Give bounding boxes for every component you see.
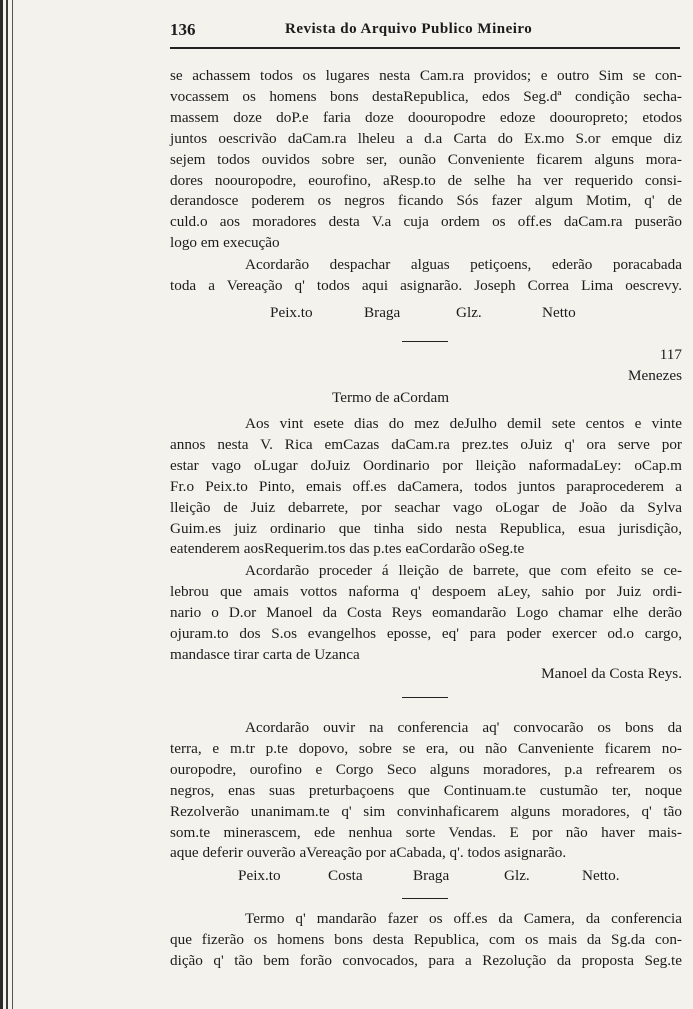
paragraph-2: [170, 255, 682, 297]
folio-name: Menezes: [628, 367, 682, 384]
text-line: negros, enas suas preturbaçoens que Continuam.te custumão ter, noque: [170, 781, 682, 799]
section-divider: [402, 341, 448, 342]
text-line: Acordarão ouvir na conferencia aq' convocarão os bons da: [245, 719, 682, 736]
section-divider: [402, 697, 448, 698]
signature-name: Glz.: [456, 304, 482, 321]
text-line: Aos vint esete dias do mez deJulho demil sete centos e vinte: [245, 415, 682, 432]
signature-name: Costa: [328, 867, 363, 884]
text-line: toda a Vereação q' todos aqui asignarão. Joseph Correa Lima oescrevy.: [170, 276, 682, 294]
paragraph-4: [170, 561, 682, 666]
text-line: sejem todos ouvidos sobre ser, ounão Conveniente ficarem alguns mora-: [170, 150, 682, 168]
text-line: estar vago oLugar doJuiz Oordinario por lleição naformadaLey: oCap.m: [170, 456, 682, 474]
signature-name: Braga: [364, 304, 401, 321]
text-line: Guim.es juiz ordinario que tinha sido nesta Republica, esua jurisdição,: [170, 519, 682, 537]
page-number: 136: [170, 20, 196, 39]
paragraph-6: [170, 909, 682, 972]
text-line: aque deferir ouverão aVereação por aCabada, q'. todos asignarão.: [170, 844, 567, 862]
text-line: Rezolverão unanimam.te q' sim convinhaficarem alguns moradores, q' tão: [170, 802, 682, 820]
text-line: se achassem todos os lugares nesta Cam.ra providos; e outro Sim se con-: [170, 67, 682, 84]
paragraph-3: [170, 414, 682, 560]
signatures-2: [170, 867, 682, 887]
text-line: eatenderem aosRequerim.tos das p.tes eaCordarão oSeg.te: [170, 540, 525, 558]
signature-name: Netto: [542, 304, 576, 321]
text-line: nario o D.or Manoel da Costa Reys eomandarão Logo chamar elhe derão: [170, 603, 682, 621]
text-line: Termo q' mandarão fazer os off.es da Camera, da conferencia: [245, 910, 682, 927]
signature-name: Glz.: [504, 867, 530, 884]
text-line: lebrou que amais vottos naforma q' despoem aLey, sahio por Juiz ordi-: [170, 582, 682, 600]
paragraph-5: [170, 718, 682, 864]
text-line: culd.o aos moradores desta V.a cuja ordem os off.es daCam.ra puserão: [170, 213, 682, 231]
text-line: mandasce tirar carta de Uzanca: [170, 645, 360, 663]
text-line: Fr.o Peix.to Pinto, emais off.es daCamera, todos juntos paraprocederem a: [170, 477, 682, 495]
text-line: derandosce poderem os negros ficando Sós fazer algum Motim, q' de: [170, 192, 682, 210]
running-header: [170, 20, 680, 44]
text-line: que fizerão os homens bons desta Republica, com os mais da Sg.da con-: [170, 930, 682, 948]
text-line: logo em execução: [170, 234, 280, 252]
signatures-1: [170, 304, 682, 324]
folio-number: 117: [659, 346, 682, 363]
section-divider: [402, 898, 448, 899]
journal-title: Revista do Arquivo Publico Mineiro: [285, 21, 533, 37]
header-rule: [170, 47, 680, 49]
page-binding-edge: [0, 0, 22, 1009]
text-line: Acordarão despachar alguas petiçoens, ederão poracabada: [245, 256, 682, 273]
text-line: juntos oescrivão daCam.ra lheleu a d.a Carta do Ex.mo S.or emque diz: [170, 129, 682, 147]
text-line: annos nesta V. Rica emCazas daCam.ra prez.tes oJuiz q' ora serve por: [170, 435, 682, 453]
text-line: ouropodre, ourofino e Corgo Seco alguns moradores, p.a refrearem os: [170, 760, 682, 778]
text-line: Acordarão proceder á lleição de barrete, que com efeito se ce-: [245, 562, 682, 579]
text-line: vocassem os homens bons destaRepublica, edos Seg.dª condição secha-: [170, 87, 682, 105]
text-line: terra, e m.tr p.te dopovo, sobre se era, ou não Canveniente ficarem no-: [170, 739, 682, 757]
signature-name: Netto.: [582, 867, 620, 884]
text-line: dores noouropodre, eourofino, aResp.to de selhe ha ver requerido consi-: [170, 171, 682, 189]
term-heading: Termo de aCordam: [332, 389, 450, 406]
signature-name: Peix.to: [238, 867, 281, 884]
signature-name: Braga: [413, 867, 450, 884]
text-line: ojuram.to dos S.os evangelhos eposse, eq' para poder exercer od.o cargo,: [170, 624, 682, 642]
text-line: lleição de Juiz debarrete, por seachar vago oLogar de João da Sylva: [170, 498, 682, 516]
text-line: dição q' tão bem forão convocados, para a Rezolução da proposta Seg.te: [170, 951, 682, 969]
text-line: som.te minerascem, ede nenhua sorte Vendas. E por não haver mais-: [170, 823, 682, 841]
text-line: massem doze doP.e faria doze doouropodre edoze doouropreto; etodos: [170, 108, 682, 126]
signature-reys: Manoel da Costa Reys.: [541, 665, 682, 682]
signature-name: Peix.to: [270, 304, 313, 321]
paragraph-1: [170, 66, 682, 254]
